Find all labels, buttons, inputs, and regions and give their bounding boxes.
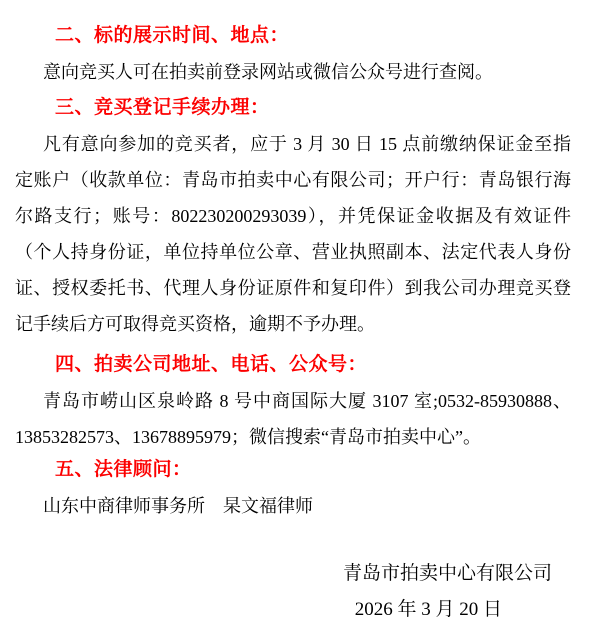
section-legal-advisor — [15, 452, 571, 524]
paragraph-line: 证、授权委托书、代理人身份证原件和复印件）到我公司办理竞买登 — [15, 278, 571, 298]
section-heading-legal-advisor: 五、法律顾问： — [55, 459, 192, 480]
paragraph-line: 凡有意向参加的竞买者，应于 3 月 30 日 15 点前缴纳保证金至指 — [43, 134, 571, 154]
paragraph-line: 意向竞买人可在拍卖前登录网站或微信公众号进行查阅。 — [43, 62, 493, 82]
section-heading-company-contact: 四、拍卖公司地址、电话、公众号： — [55, 354, 368, 375]
signature-date: 2026 年 3 月 20 日 — [354, 599, 502, 620]
paragraph-line: 13853282573、13678895979；微信搜索“青岛市拍卖中心”。 — [15, 427, 481, 447]
paragraph-line: 青岛市崂山区泉岭路 8 号中商国际大厦 3107 室;0532-85930888、 — [43, 391, 571, 411]
paragraph-line: 山东中商律师事务所 杲文福律师 — [43, 496, 313, 516]
section-company-contact — [15, 347, 571, 455]
section-heading-display-time-place: 二、标的展示时间、地点： — [55, 25, 290, 46]
signature-block — [15, 556, 571, 628]
section-heading-bid-registration: 三、竞买登记手续办理： — [55, 97, 270, 118]
section-display-time-place — [15, 18, 571, 90]
signature-company: 青岛市拍卖中心有限公司 — [342, 563, 552, 584]
paragraph-line: 定账户（收款单位：青岛市拍卖中心有限公司；开户行：青岛银行海 — [15, 170, 571, 190]
paragraph-line: 尔路支行；账号：802230200293039），并凭保证金收据及有效证件 — [15, 206, 571, 226]
paragraph-line: 记手续后方可取得竞买资格，逾期不予办理。 — [15, 314, 375, 334]
section-bid-registration — [15, 90, 571, 342]
paragraph-line: （个人持身份证，单位持单位公章、营业执照副本、法定代表人身份 — [15, 242, 571, 262]
